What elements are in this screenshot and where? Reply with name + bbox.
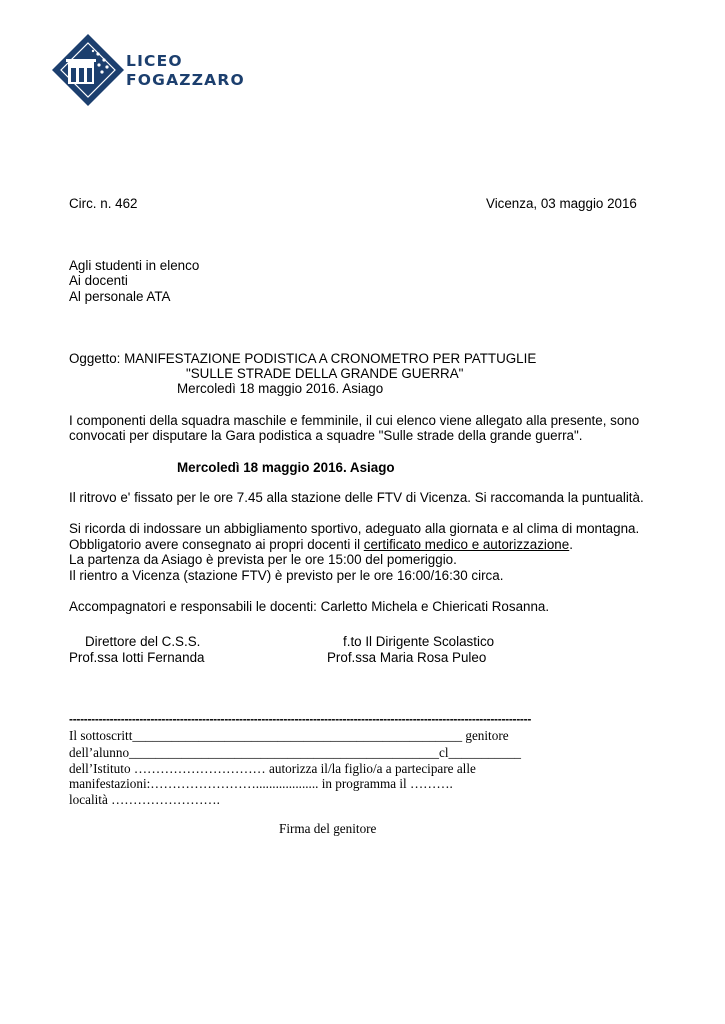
signature-right-name: Prof.ssa Maria Rosa Puleo (327, 650, 487, 665)
body-p3-line2-text: Obbligatorio avere consegnato ai propri docenti il (69, 537, 364, 552)
form-line1: Il sottoscritt__________________________________________________ genitore (69, 728, 509, 743)
form-line3: dell’Istituto ………………………… autorizza il/la figlio/a a partecipare alle (69, 761, 476, 776)
body-p3-line3: La partenza da Asiago è prevista per le ore 15:00 del pomeriggio. (69, 552, 457, 567)
place-date: Vicenza, 03 maggio 2016 (486, 196, 637, 211)
body-p3-line2-end: . (569, 537, 573, 552)
body-p1-line1: I componenti della squadra maschile e femminile, il cui elenco viene allegato alla presente, sono (69, 413, 640, 428)
form-line5: località ……………………. (69, 792, 220, 807)
certificate-link-text: certificato medico e autorizzazione (363, 537, 570, 552)
body-p3-line2 (69, 537, 573, 553)
school-logo (52, 34, 124, 106)
event-date-heading: Mercoledì 18 maggio 2016. Asiago (177, 460, 395, 475)
logo-line2: FOGAZZARO (126, 71, 245, 89)
form-separator: ----------------------------------------------------------------------------------------------------------------------------- (69, 712, 532, 726)
body-p3-line4: Il rientro a Vicenza (stazione FTV) è previsto per le ore 16:00/16:30 circa. (69, 568, 504, 583)
signature-right-title: f.to Il Dirigente Scolastico (343, 634, 495, 649)
body-p4: Accompagnatori e responsabili le docenti: Carletto Michela e Chiericati Rosanna. (69, 599, 550, 614)
subject-line1: Oggetto: MANIFESTAZIONE PODISTICA A CRONOMETRO PER PATTUGLIE (69, 351, 537, 366)
body-p1-line2: convocati per disputare la Gara podistica a squadre "Sulle strade della grande guerra". (69, 428, 583, 443)
subject-line2: "SULLE STRADE DELLA GRANDE GUERRA" (186, 366, 464, 381)
body-p2: Il ritrovo e' fissato per le ore 7.45 alla stazione delle FTV di Vicenza. Si raccomanda la puntualità. (69, 490, 644, 505)
recipient-teachers: Ai docenti (69, 273, 128, 288)
signature-left-name: Prof.ssa Iotti Fernanda (69, 650, 205, 665)
recipient-staff: Al personale ATA (69, 289, 171, 304)
recipient-students: Agli studenti in elenco (69, 258, 200, 273)
signature-left-title: Direttore del C.S.S. (85, 634, 201, 649)
logo-line1: LICEO (126, 52, 183, 70)
school-emblem-icon (52, 34, 124, 106)
form-signature-label: Firma del genitore (279, 821, 377, 836)
circular-number: Circ. n. 462 (69, 196, 138, 211)
form-line2: dell’alunno_______________________________________________cl___________ (69, 745, 522, 760)
form-line4: manifestazioni:……………………................... in programma il ………. (69, 776, 453, 791)
subject-line3: Mercoledì 18 maggio 2016. Asiago (177, 381, 384, 396)
body-p3-line1: Si ricorda di indossare un abbigliamento sportivo, adeguato alla giornata e al clima di montagna. (69, 521, 640, 536)
